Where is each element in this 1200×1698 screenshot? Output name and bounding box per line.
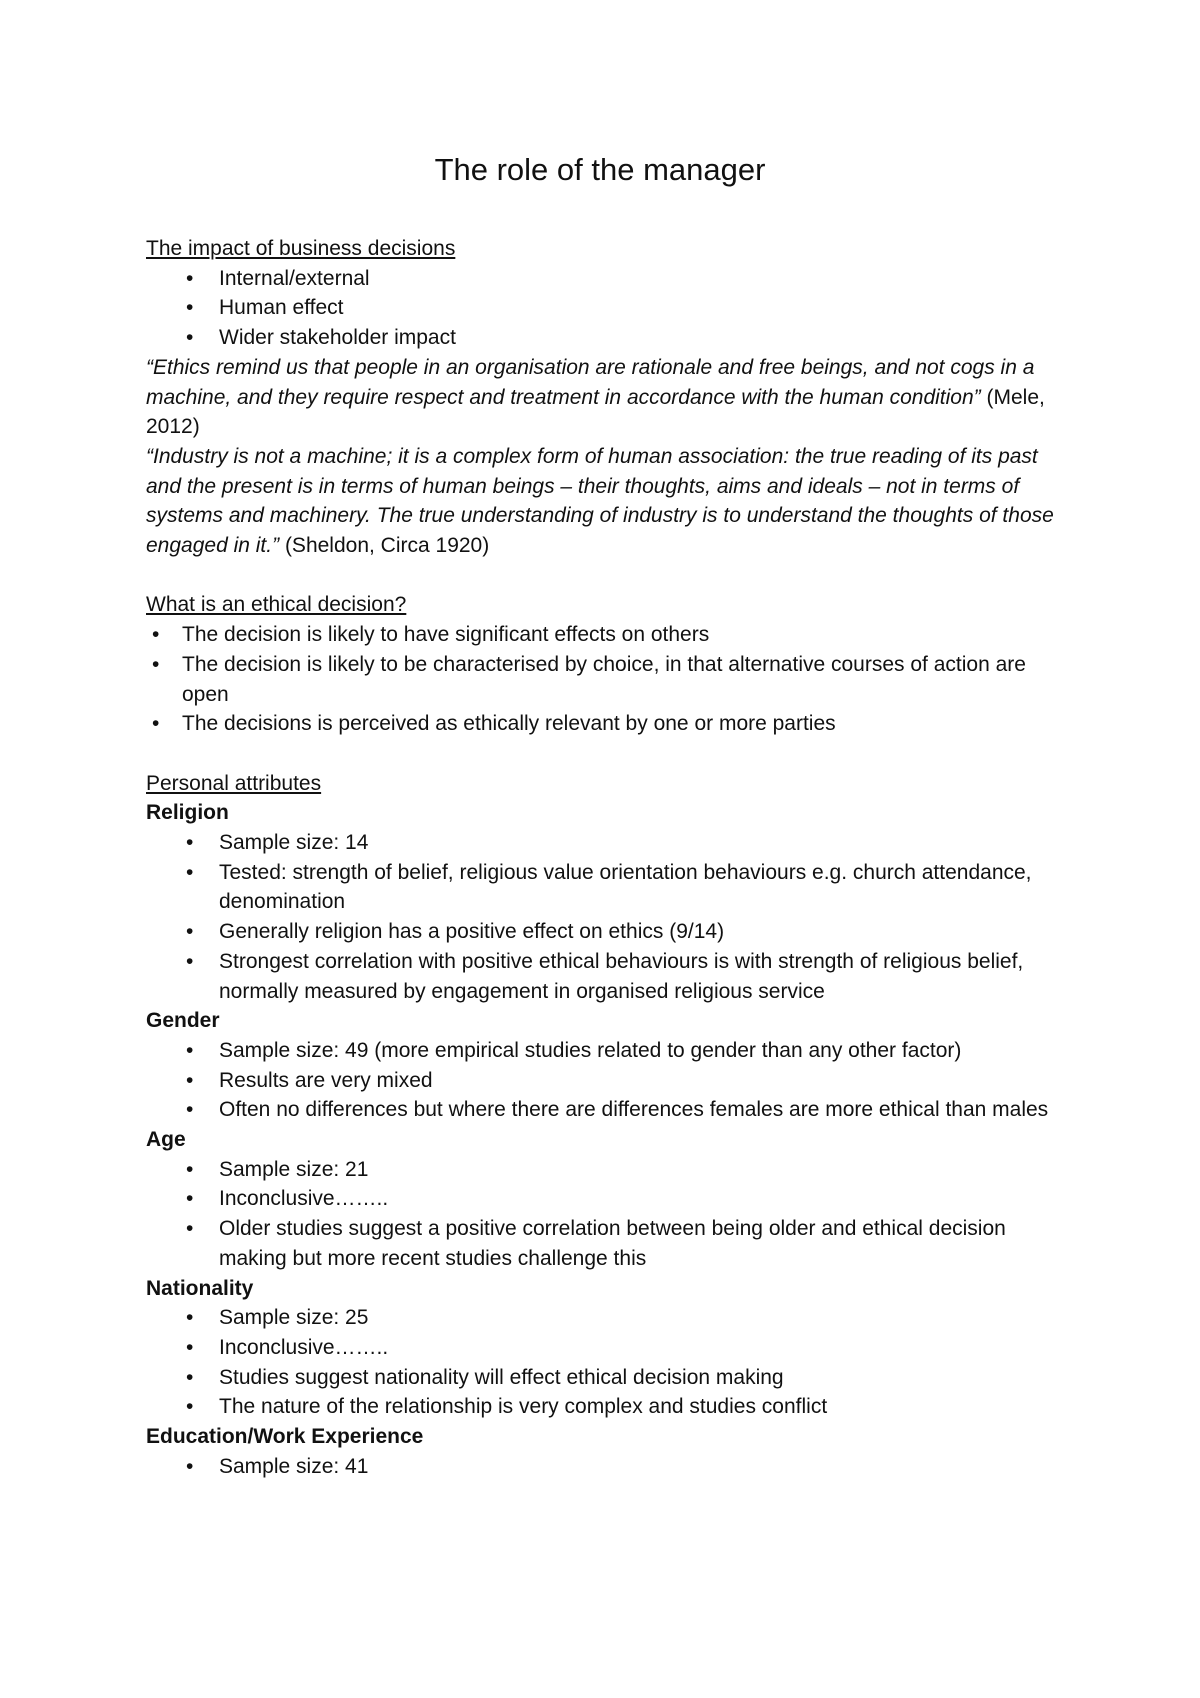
quote-text: “Ethics remind us that people in an organisation are rationale and free beings, and not cogs in a machine, and they require respect and treatment in accordance with the human condition” [146, 355, 1035, 409]
list-item: • Sample size: 25 [146, 1303, 1076, 1333]
list-item: • Sample size: 49 (more empirical studies related to gender than any other factor) [146, 1036, 1076, 1066]
list-item: • Often no differences but where there are differences females are more ethical than males [146, 1095, 1076, 1125]
list-item: • Generally religion has a positive effect on ethics (9/14) [146, 917, 1076, 947]
list-item: • Sample size: 41 [146, 1452, 1076, 1482]
document-body [146, 234, 1076, 1482]
subheading-gender: Gender [146, 1009, 220, 1033]
list-item: • Wider stakeholder impact [146, 323, 1076, 353]
list-item: • Older studies suggest a positive correlation between being older and ethical decision making but more recent studies challenge this [146, 1214, 1076, 1273]
gender-list [146, 1036, 1076, 1125]
list-item: • Results are very mixed [146, 1066, 1076, 1096]
list-item: • The decisions is perceived as ethically relevant by one or more parties [146, 709, 1076, 739]
subheading-religion: Religion [146, 801, 229, 825]
list-item: • Inconclusive…….. [146, 1333, 1076, 1363]
nationality-list [146, 1303, 1076, 1422]
impact-list [146, 264, 1076, 353]
section-heading-ethical-decision: What is an ethical decision? [146, 593, 407, 617]
list-item: • The nature of the relationship is very complex and studies conflict [146, 1392, 1076, 1422]
subheading-nationality: Nationality [146, 1276, 254, 1300]
list-item: • Inconclusive…….. [146, 1184, 1076, 1214]
list-item: • The decision is likely to be characterised by choice, in that alternative courses of action are open [146, 650, 1076, 709]
list-item: • Studies suggest nationality will effect ethical decision making [146, 1363, 1076, 1393]
quote-citation: (Mele, 2012) [146, 385, 1045, 439]
list-item: • Human effect [146, 293, 1076, 323]
spacer [146, 739, 1076, 769]
quote-text: “Industry is not a machine; it is a complex form of human association: the true reading of its past and the present is in terms of human beings – their thoughts, aims and ideals – not in terms of systems and machinery. The true understanding of industry is to understand the thoughts of those engaged in it.” [146, 444, 1054, 558]
list-item: • Tested: strength of belief, religious value orientation behaviours e.g. church attendance, denomination [146, 858, 1076, 917]
subheading-age: Age [146, 1128, 186, 1152]
list-item: • Sample size: 21 [146, 1155, 1076, 1185]
section-heading-personal-attributes: Personal attributes [146, 771, 322, 795]
spacer [146, 561, 1076, 591]
quote-citation: (Sheldon, Circa 1920) [279, 534, 490, 558]
list-item: • Sample size: 14 [146, 828, 1076, 858]
religion-list [146, 828, 1076, 1006]
education-list [146, 1452, 1076, 1482]
list-item: • Internal/external [146, 264, 1076, 294]
list-item: • The decision is likely to have significant effects on others [146, 620, 1076, 650]
subheading-education-work-experience: Education/Work Experience [146, 1425, 424, 1449]
section-heading-impact: The impact of business decisions [146, 237, 456, 260]
page-title: The role of the manager [434, 152, 766, 187]
ethical-list [146, 620, 1076, 739]
age-list [146, 1155, 1076, 1274]
list-item: • Strongest correlation with positive ethical behaviours is with strength of religious belief, normally measured by engagement in organised religious service [146, 947, 1076, 1006]
quote-mele [146, 353, 1076, 442]
quote-sheldon [146, 442, 1076, 561]
